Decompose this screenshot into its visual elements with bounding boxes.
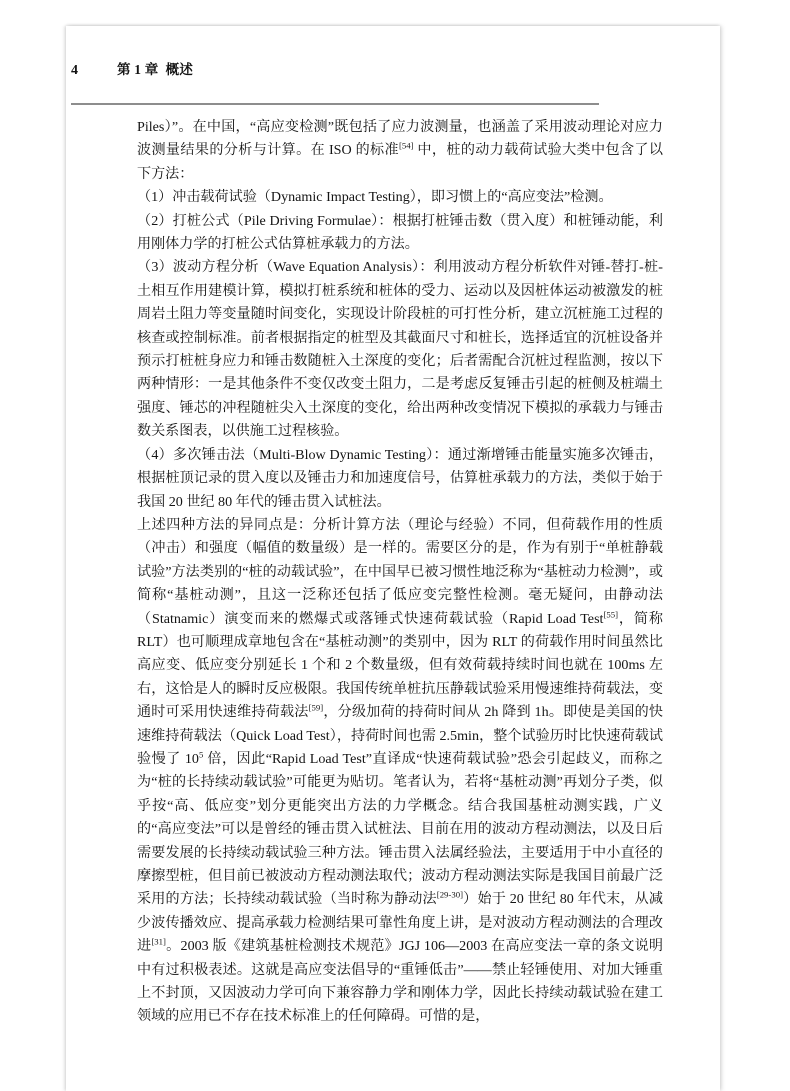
paragraph-item-4: （4）多次锤击法（Multi-Blow Dynamic Testing）：通过渐增锤击能量实施多次锤击，根据桩顶记录的贯入度以及锤击力和加速度信号，估算桩承载力的方法，类似于始于我国 20 世纪 80 年代的锤击贯入试桩法。 (137, 446, 663, 510)
paragraph-item-2: （2）打桩公式（Pile Driving Formulae）：根据打桩锤击数（贯入度）和桩锤动能，利用刚体力学的打桩公式估算桩承载力的方法。 (137, 212, 663, 253)
exponent-superscript: 5 (198, 749, 204, 760)
reference-superscript: [59] (308, 702, 324, 713)
chapter-title: 概述 (165, 62, 194, 77)
page-number: 4 (71, 63, 79, 78)
spacer (159, 62, 166, 78)
running-head (71, 58, 601, 86)
paragraph-item-3: （3）波动方程分析（Wave Equation Analysis）：利用波动方程分析软件对锤-替打-桩-土相互作用建模计算，模拟打桩系统和桩体的受力、运动以及因桩体运动被激发的桩周岩土阻力等变量随时间变化，实现设计阶段桩的可打性分析，建立沉桩施工过程的核查或控制标准。前者根据指定的桩型及其截面尺寸和桩长，选择适宜的沉桩设备并预示打桩桩身应力和锤击数随桩入土深度的变化；后者需配合沉桩过程监测，按以下两种情形：一是其他条件不变仅改变土阻力，二是考虑反复锤击引起的桩侧及桩端土强度、锤芯的冲程随桩尖入土深度的变化，给出两种改变情况下模拟的承载力与锤击数关系图表，以供施工过程核验。 (137, 259, 663, 440)
reference-superscript: [55] (603, 608, 619, 619)
header-rule (71, 103, 599, 105)
chapter-label: 第 1 章 (117, 62, 159, 77)
paragraph-intro: Piles）”。在中国，“高应变检测”既包括了应力波测量，也涵盖了采用波动理论对应力波测量结果的分析与计算。在 ISO 的标准[54] 中，桩的动力载荷试验大类中包含了以下方法： (137, 119, 663, 182)
reference-superscript: [54] (398, 140, 414, 151)
paragraph-discussion: 上述四种方法的异同点是：分析计算方法（理论与经验）不同，但荷载作用的性质（冲击）和强度（幅值的数量级）是一样的。需要区分的是，作为有别于“单桩静载试验”方法类别的“桩的动载试验”，在中国早已被习惯性地泛称为“基桩动力检测”，或简称“基桩动测”，且这一泛称还包括了低应变完整性检测。毫无疑问，由静动法（Statnamic）演变而来的燃爆式或落锤式快速荷载试验（Rapid Load Test[55]，简称 RLT）也可顺理成章地包含在“基桩动测”的类别中，因为 RLT 的荷载作用时间虽然比高应变、低应变分别延长 1 个和 2 个数量级，但有效荷载持续时间也就在 100ms 左右，这恰是人的瞬时反应极限。我国传统单桩抗压静载试验采用慢速维持荷载法，变通时可采用快速维持荷载法[59]，分级加荷的持荷时间从 2h 降到 1h。即使是美国的快速维持荷载法（Quick Load Test），持荷时间也需 2.5min，整个试验历时比快速荷载试验慢了 $10^5$ 倍，因此“Rapid Load Test”直译成“快速荷载试验”恐会引起歧义，而称之为“桩的长持续动载试验”可能更为贴切。笔者认为，若将“基桩动测”再划分子类，似乎按“高、低应变”划分更能突出方法的力学概念。结合我国基桩动测实践，广义的“高应变法”可以是曾经的锤击贯入试桩法、目前在用的波动方程动测法，以及日后需要发展的长持续动载试验三种方法。锤击贯入法属经验法，主要适用于中小直径的摩擦型桩，但目前已被波动方程动测法取代；波动方程动测法实际是我国目前最广泛采用的方法；长持续动载试验（当时称为静动法[29-30]）始于 20 世纪 80 年代末，从减少波传播效应、提高承载力检测结果可靠性角度上讲，是对波动方程动测法的合理改进[31]。2003 版《建筑基桩检测技术规范》JGJ 106—2003 在高应变法一章的条文说明中有过积极表述。这就是高应变法倡导的“重锤低击”——禁止轻锤使用、对加大锤重上不封顶，又因波动力学可向下兼容静力学和刚体力学，因此长持续动载试验在建工领域的应用已不存在技术标准上的任何障碍。可惜的是， (137, 516, 664, 1025)
body-text-column (137, 116, 663, 1029)
running-head-row (71, 58, 601, 79)
reference-superscript: [29-30] (436, 889, 463, 900)
reference-superscript: [31] (151, 936, 166, 947)
paragraph-item-1: （1）冲击载荷试验（Dynamic Impact Testing），即习惯上的“高应变法”检测。 (137, 189, 613, 206)
